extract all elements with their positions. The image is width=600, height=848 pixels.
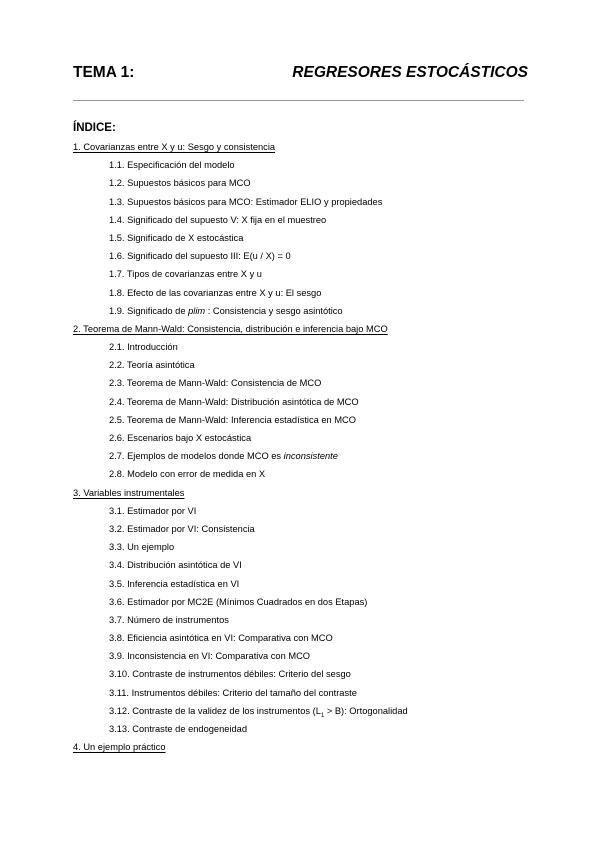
toc-section-2[interactable] [73, 323, 600, 341]
toc-item[interactable]: 3.11. Instrumentos débiles: Criterio del tamaño del contraste [109, 687, 357, 698]
toc-item-3-12[interactable] [109, 705, 600, 723]
toc-item[interactable]: 3.9. Inconsistencia en VI: Comparativa con MCO [109, 651, 311, 662]
toc-item[interactable]: 3.1. Estimador por VI [109, 505, 197, 516]
item-emphasis: plim [188, 305, 206, 316]
section-title: 2. Teorema de Mann-Wald: Consistencia, distribución e inferencia bajo MCO [73, 323, 388, 334]
item-text: 1.9. Significado de [109, 305, 189, 316]
document-title: REGRESORES ESTOCÁSTICOS [292, 64, 528, 81]
item-text: : Consistencia y sesgo asintótico [205, 305, 343, 316]
toc-item[interactable]: 1.3. Supuestos básicos para MCO: Estimador ELIO y propiedades [109, 196, 383, 207]
header-divider [73, 100, 524, 101]
toc-item[interactable]: 1.5. Significado de X estocástica [109, 232, 244, 243]
item-text: 3.12. Contraste de la validez de los instrumentos (L [109, 705, 321, 716]
section-title: 4. Un ejemplo práctico [73, 742, 166, 753]
toc-item[interactable]: 2.2. Teoría asintótica [109, 360, 195, 371]
toc-item[interactable]: 3.6. Estimador por MC2E (Mínimos Cuadrados en dos Etapas) [109, 596, 368, 607]
toc-section-1[interactable] [73, 141, 600, 159]
toc-item[interactable]: 1.8. Efecto de las covarianzas entre X y u: El sesgo [109, 287, 322, 298]
item-subscript: 1 [320, 712, 325, 719]
toc-item[interactable]: 1.6. Significado del supuesto III: E(u / X) = 0 [109, 251, 291, 262]
toc-item[interactable]: 3.8. Eficiencia asintótica en VI: Comparativa con MCO [109, 633, 333, 644]
toc-item[interactable]: 2.3. Teorema de Mann-Wald: Consistencia de MCO [109, 378, 322, 389]
section-title: 1. Covarianzas entre X y u: Sesgo y consistencia [73, 142, 276, 152]
toc-section-3[interactable] [73, 487, 600, 505]
toc-item[interactable]: 2.1. Introducción [109, 342, 178, 353]
toc-item[interactable]: 2.6. Escenarios bajo X estocástica [109, 433, 252, 443]
toc-item[interactable]: 3.4. Distribución asintótica de VI [109, 560, 242, 571]
toc-item[interactable]: 2.5. Teorema de Mann-Wald: Inferencia estadística en MCO [109, 414, 357, 425]
tema-label: TEMA 1: [73, 64, 135, 81]
toc-item[interactable]: 2.8. Modelo con error de medida en X [109, 469, 266, 480]
toc-item-2-7[interactable] [109, 450, 600, 468]
toc-item[interactable]: 3.7. Número de instrumentos [109, 614, 229, 625]
toc-item[interactable]: 3.5. Inferencia estadística en VI [109, 578, 240, 589]
toc-item-1-9[interactable] [109, 305, 600, 323]
toc-item[interactable]: 1.2. Supuestos básicos para MCO [109, 178, 251, 189]
indice-heading: ÍNDICE: [73, 122, 116, 134]
document-header [73, 64, 528, 86]
toc-item[interactable]: 2.4. Teorema de Mann-Wald: Distribución asintótica de MCO [109, 396, 359, 407]
toc-item[interactable]: 3.3. Un ejemplo [109, 542, 175, 553]
toc-item[interactable]: 1.7. Tipos de covarianzas entre X y u [109, 269, 262, 280]
toc-item[interactable]: 1.1. Especificación del modelo [109, 160, 235, 171]
item-emphasis: inconsistente [283, 451, 338, 462]
toc-item[interactable]: 1.4. Significado del supuesto V: X fija en el muestreo [109, 214, 327, 225]
toc-section-4[interactable] [73, 741, 600, 759]
item-text: 2.7. Ejemplos de modelos donde MCO es [109, 451, 284, 462]
toc-item[interactable]: 3.13. Contraste de endogeneidad [109, 724, 248, 734]
toc-item[interactable]: 3.10. Contraste de instrumentos débiles: Criterio del sesgo [109, 669, 351, 680]
section-title: 3. Variables instrumentales [73, 487, 185, 498]
toc-item[interactable]: 3.2. Estimador por VI: Consistencia [109, 523, 255, 534]
table-of-contents [0, 141, 600, 759]
item-text: > B): Ortogonalidad [324, 705, 408, 716]
